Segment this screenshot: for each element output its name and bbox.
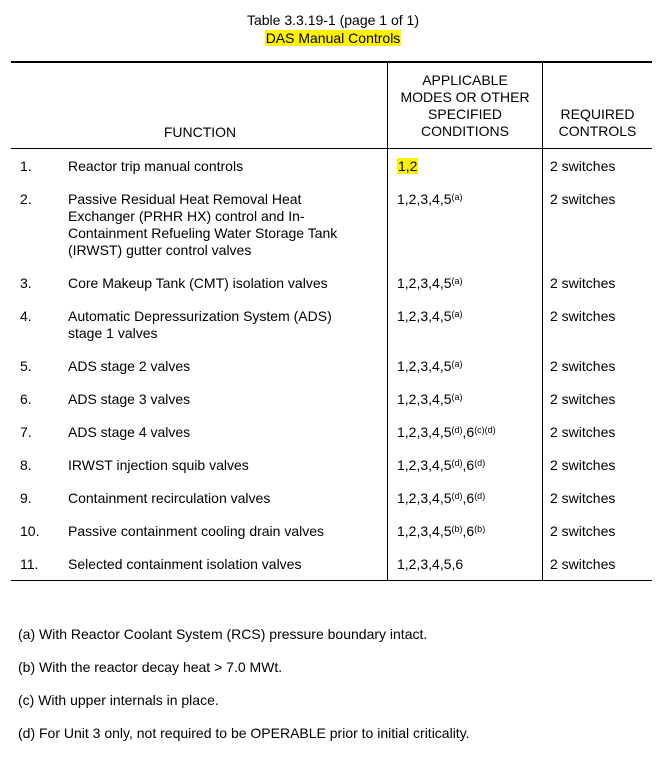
row-function xyxy=(68,457,368,474)
row-function xyxy=(68,523,368,540)
header-modes-line: MODES OR OTHER xyxy=(400,89,530,105)
row-function-line: Containment Refueling Water Storage Tank xyxy=(68,225,338,241)
row-number: 10. xyxy=(20,523,40,539)
row-modes-value: 1,2,3,4,5 xyxy=(397,191,452,207)
column-divider-2 xyxy=(542,63,543,580)
table-top-rule xyxy=(11,61,652,63)
row-modes-tail: ,6 xyxy=(462,490,475,506)
table-bottom-rule xyxy=(11,580,652,581)
row-modes-note: (a) xyxy=(451,309,463,319)
row-function xyxy=(68,391,368,408)
row-modes xyxy=(397,358,463,375)
header-modes-line: SPECIFIED xyxy=(428,106,502,122)
table-number: Table 3.3.19-1 (page 1 of 1) xyxy=(246,12,419,28)
row-function-line: stage 1 valves xyxy=(68,325,158,341)
row-required: 2 switches xyxy=(550,556,616,572)
row-modes-value: 1,2,3,4,5 xyxy=(397,358,452,374)
row-function-line: Reactor trip manual controls xyxy=(68,158,244,174)
row-modes-value: 1,2 xyxy=(398,158,418,174)
row-modes-value: 1,2,3,4,5 xyxy=(397,424,452,440)
header-required xyxy=(543,106,652,140)
footnote-d: (d) For Unit 3 only, not required to be OPERABLE prior to initial criticality. xyxy=(18,725,470,741)
row-number: 4. xyxy=(20,308,32,324)
row-modes-tail-note: (d) xyxy=(474,491,486,501)
row-required: 2 switches xyxy=(550,158,616,174)
row-modes xyxy=(397,391,463,408)
row-required: 2 switches xyxy=(550,490,616,506)
header-modes-line: APPLICABLE xyxy=(422,72,508,88)
header-modes xyxy=(388,72,542,140)
row-modes xyxy=(397,523,485,540)
row-modes xyxy=(397,158,418,175)
row-number: 8. xyxy=(20,457,32,473)
row-required: 2 switches xyxy=(550,358,616,374)
row-number: 1. xyxy=(20,158,32,174)
row-modes-note: (d) xyxy=(451,425,463,435)
row-modes xyxy=(397,556,463,573)
row-required: 2 switches xyxy=(550,191,616,207)
row-function xyxy=(68,191,368,259)
row-function-line: Exchanger (PRHR HX) control and In- xyxy=(68,208,305,224)
row-modes-note: (d) xyxy=(451,458,463,468)
column-divider-1 xyxy=(387,63,388,580)
row-number: 2. xyxy=(20,191,32,207)
row-required: 2 switches xyxy=(550,308,616,324)
row-modes-value: 1,2,3,4,5 xyxy=(397,523,452,539)
row-required: 2 switches xyxy=(550,275,616,291)
row-number: 3. xyxy=(20,275,32,291)
row-modes-tail: ,6 xyxy=(462,424,475,440)
row-function xyxy=(68,424,368,441)
row-function-line: ADS stage 4 valves xyxy=(68,424,191,440)
row-modes xyxy=(397,424,496,441)
row-function xyxy=(68,556,368,573)
row-required: 2 switches xyxy=(550,457,616,473)
row-modes-note: (d) xyxy=(451,491,463,501)
row-number: 5. xyxy=(20,358,32,374)
footnote-c: (c) With upper internals in place. xyxy=(18,692,219,708)
row-modes-note: (a) xyxy=(451,392,463,402)
row-modes-value: 1,2,3,4,5 xyxy=(397,391,452,407)
row-function-line: Core Makeup Tank (CMT) isolation valves xyxy=(68,275,328,291)
row-function-line: ADS stage 2 valves xyxy=(68,358,191,374)
row-modes-note: (a) xyxy=(451,359,463,369)
row-function xyxy=(68,490,368,507)
row-modes-note: (a) xyxy=(451,192,463,202)
row-required: 2 switches xyxy=(550,424,616,440)
table-title xyxy=(0,29,666,47)
row-modes-value: 1,2,3,4,5 xyxy=(397,275,452,291)
row-modes-note: (a) xyxy=(451,276,463,286)
row-function-line: ADS stage 3 valves xyxy=(68,391,191,407)
row-modes-value: 1,2,3,4,5 xyxy=(397,490,452,506)
row-function xyxy=(68,308,368,342)
row-number: 7. xyxy=(20,424,32,440)
row-function-line: Selected containment isolation valves xyxy=(68,556,302,572)
row-modes-tail-note: (b) xyxy=(474,524,486,534)
table-header-rule xyxy=(11,148,652,149)
row-modes-note: (b) xyxy=(451,524,463,534)
row-function xyxy=(68,358,368,375)
row-modes-tail-note: (d) xyxy=(474,458,486,468)
header-required-line: REQUIRED xyxy=(560,106,635,122)
row-required: 2 switches xyxy=(550,391,616,407)
footnote-b: (b) With the reactor decay heat > 7.0 MWt. xyxy=(18,659,283,675)
row-required: 2 switches xyxy=(550,523,616,539)
row-function-line: IRWST injection squib valves xyxy=(68,457,249,473)
header-required-line: CONTROLS xyxy=(558,123,637,139)
row-modes xyxy=(397,457,485,474)
row-function-line: Passive Residual Heat Removal Heat xyxy=(68,191,302,207)
row-modes-value: 1,2,3,4,5,6 xyxy=(397,556,464,572)
header-modes-line: CONDITIONS xyxy=(421,123,509,139)
row-modes-tail: ,6 xyxy=(462,523,475,539)
row-modes xyxy=(397,490,485,507)
row-modes xyxy=(397,308,463,325)
table-title-text: DAS Manual Controls xyxy=(265,30,401,46)
row-modes-tail: ,6 xyxy=(462,457,475,473)
row-modes-tail-note: (c)(d) xyxy=(474,425,496,435)
row-function-line: Automatic Depressurization System (ADS) xyxy=(68,308,332,324)
row-number: 6. xyxy=(20,391,32,407)
row-modes-value: 1,2,3,4,5 xyxy=(397,457,452,473)
row-number: 9. xyxy=(20,490,32,506)
header-function: FUNCTION xyxy=(163,124,237,140)
row-modes-value: 1,2,3,4,5 xyxy=(397,308,452,324)
row-function-line: Passive containment cooling drain valves xyxy=(68,523,325,539)
row-function-line: (IRWST) gutter control valves xyxy=(68,242,252,258)
row-modes xyxy=(397,191,463,208)
row-function xyxy=(68,158,368,175)
footnote-a: (a) With Reactor Coolant System (RCS) pressure boundary intact. xyxy=(18,626,428,642)
row-number: 11. xyxy=(20,556,39,572)
row-function xyxy=(68,275,368,292)
row-modes xyxy=(397,275,463,292)
row-function-line: Containment recirculation valves xyxy=(68,490,271,506)
